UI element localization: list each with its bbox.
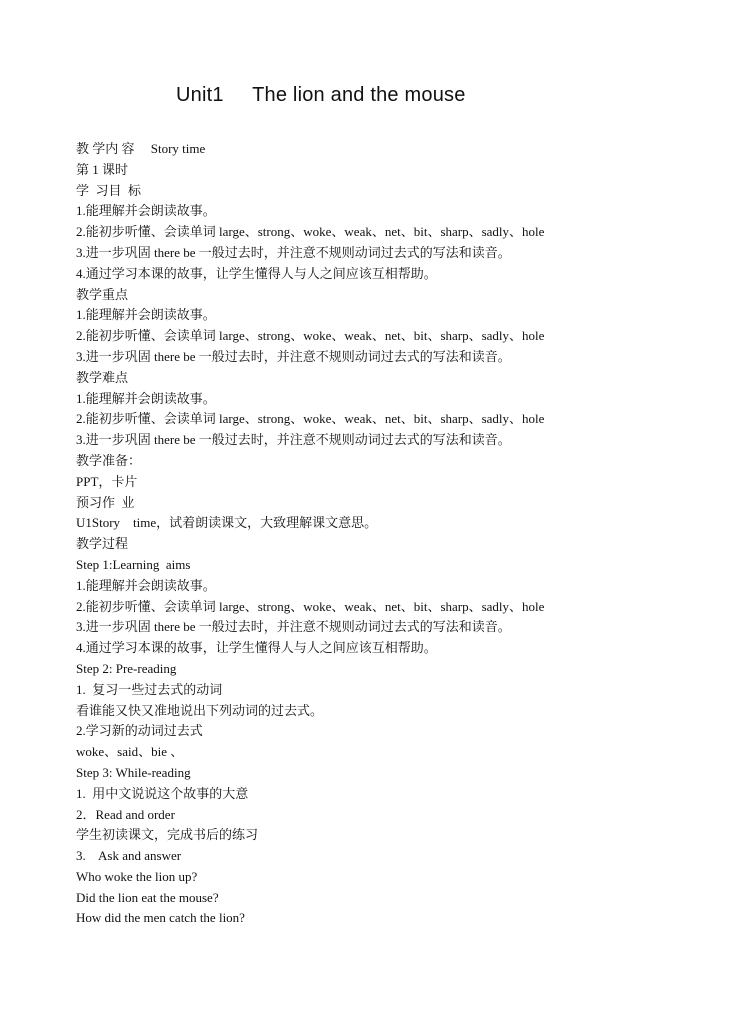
- text-line: 3. Ask and answer: [76, 848, 182, 864]
- text-line: 4.通过学习本课的故事，让学生懂得人与人之间应该互相帮助。: [76, 265, 437, 281]
- text-line: 1.能理解并会朗读故事。: [76, 307, 216, 323]
- text-line: 2．Read and order: [76, 806, 175, 822]
- text-line: 2.学习新的动词过去式: [76, 723, 203, 739]
- text-line: 教学过程: [76, 536, 129, 552]
- text-line: 第 1 课时: [76, 161, 129, 177]
- text-line: 1.能理解并会朗读故事。: [76, 390, 216, 406]
- text-line: 教学难点: [76, 369, 129, 385]
- text-line: 4.通过学习本课的故事，让学生懂得人与人之间应该互相帮助。: [76, 640, 437, 656]
- text-line: 1. 复习一些过去式的动词: [76, 681, 223, 697]
- text-line: 看谁能又快又准地说出下列动词的过去式。: [76, 702, 324, 718]
- text-line: 2.能初步听懂、会读单词 large、strong、woke、weak、net、bit、sharp、sadly、hole: [76, 224, 545, 240]
- text-line: 3.进一步巩固 there be 一般过去时，并注意不规则动词过去式的写法和读音。: [76, 348, 511, 364]
- text-line: 3.进一步巩固 there be 一般过去时，并注意不规则动词过去式的写法和读音。: [76, 244, 511, 260]
- text-line: 3.进一步巩固 there be 一般过去时，并注意不规则动词过去式的写法和读音。: [76, 619, 511, 635]
- text-line: Step 1:Learning aims: [76, 556, 191, 572]
- text-line: 2.能初步听懂、会读单词 large、strong、woke、weak、net、bit、sharp、sadly、hole: [76, 411, 545, 427]
- text-line: U1Story time，试着朗读课文，大致理解课文意思。: [76, 515, 378, 531]
- text-line: woke、said、bie 、: [76, 744, 184, 760]
- text-line: 1.能理解并会朗读故事。: [76, 203, 216, 219]
- text-line: 学生初读课文，完成书后的练习: [76, 827, 259, 843]
- document-body: [76, 139, 706, 929]
- document-title: Unit1 The lion and the mouse: [176, 84, 466, 106]
- text-line: Who woke the lion up?: [76, 868, 198, 884]
- text-line: PPT，卡片: [76, 473, 138, 489]
- text-line: 2.能初步听懂、会读单词 large、strong、woke、weak、net、bit、sharp、sadly、hole: [76, 598, 545, 614]
- text-line: How did the men catch the lion?: [76, 910, 245, 926]
- text-line: 预习作 业: [76, 494, 135, 510]
- text-line: 学 习目 标: [76, 182, 142, 198]
- text-line: Step 2: Pre-reading: [76, 660, 177, 676]
- text-line: 3.进一步巩固 there be 一般过去时，并注意不规则动词过去式的写法和读音。: [76, 432, 511, 448]
- text-line: 教学准备：: [76, 452, 142, 468]
- text-line: 教 学内 容 Story time: [76, 141, 206, 156]
- text-line: 1.能理解并会朗读故事。: [76, 577, 216, 593]
- text-line: 教学重点: [76, 286, 129, 302]
- text-line: Did the lion eat the mouse?: [76, 889, 219, 905]
- text-line: Step 3: While-reading: [76, 764, 191, 780]
- text-line: 2.能初步听懂、会读单词 large、strong、woke、weak、net、bit、sharp、sadly、hole: [76, 328, 545, 344]
- text-line: 1. 用中文说说这个故事的大意: [76, 785, 249, 801]
